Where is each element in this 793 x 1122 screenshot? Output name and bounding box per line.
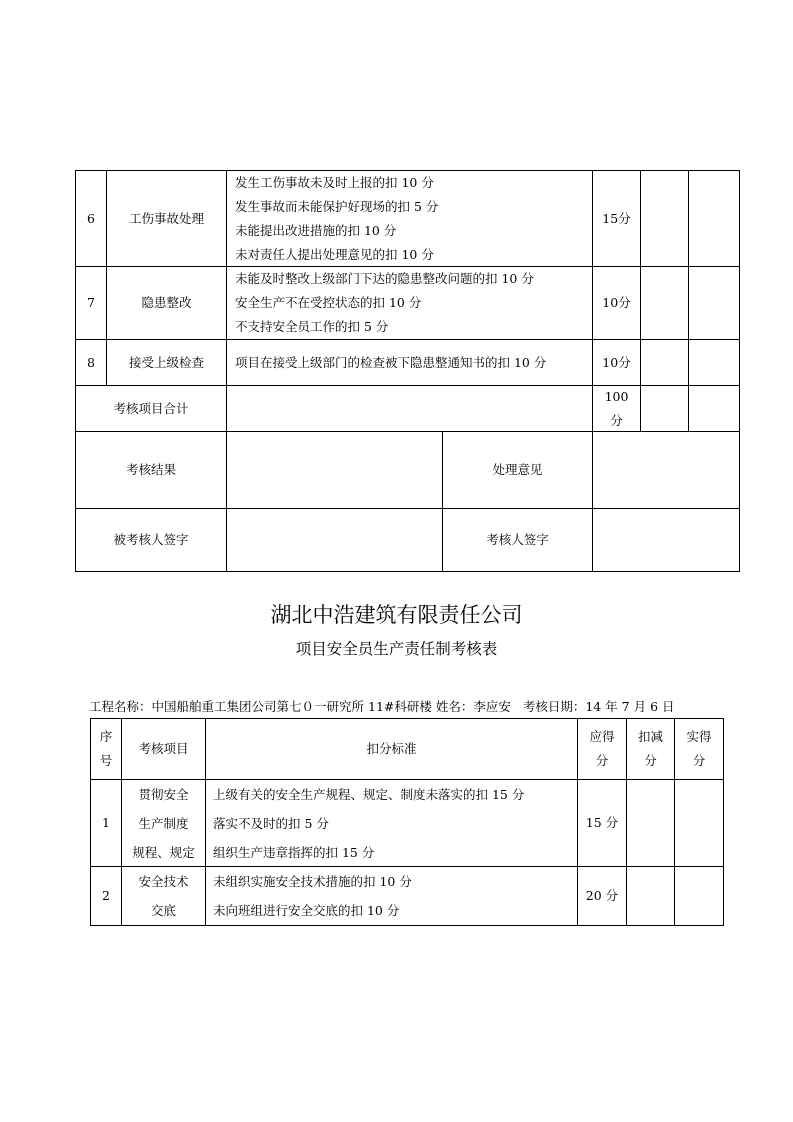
t1-total-criteria-field[interactable] xyxy=(226,385,593,432)
t1-row7-score: 10分 xyxy=(592,266,641,340)
t1-row7-item: 隐患整改 xyxy=(106,266,227,340)
criteria-line: 安全生产不在受控状态的扣 10 分 xyxy=(235,295,422,310)
t2-header-due xyxy=(577,718,627,780)
date-label: 考核日期： xyxy=(522,699,586,714)
t2-header-item: 考核项目 xyxy=(121,718,206,780)
t2-row2-score: 20 分 xyxy=(577,866,627,926)
t1-result-label: 考核结果 xyxy=(75,431,227,509)
t1-assessor-sign-field[interactable] xyxy=(592,508,740,572)
t1-row6-criteria xyxy=(226,170,593,267)
company-name: 湖北中浩建筑有限责任公司 xyxy=(270,603,523,627)
criteria-line: 发生事故而未能保护好现场的扣 5 分 xyxy=(235,198,439,214)
item-line: 交底 xyxy=(150,903,176,918)
t1-assessor-sign-label: 考核人签字 xyxy=(442,508,593,572)
t2-row1-score: 15 分 xyxy=(577,779,627,867)
item-line: 规程、规定 xyxy=(132,844,195,860)
criteria-line: 未向班组进行安全交底的扣 10 分 xyxy=(213,903,400,918)
name-label: 姓名： xyxy=(435,699,474,714)
t1-total-actual-field[interactable] xyxy=(688,385,740,432)
t2-row1-actual-field[interactable] xyxy=(674,779,724,867)
header-text: 分 xyxy=(595,753,609,768)
header-text: 分 xyxy=(644,753,657,768)
header-text: 应得 xyxy=(589,729,615,744)
t1-row8-actual-field[interactable] xyxy=(688,339,740,386)
t1-row8-deduct-field[interactable] xyxy=(640,339,689,386)
date-value: 14 年 7 月 6 日 xyxy=(585,699,675,714)
project-info-line xyxy=(89,697,675,715)
t2-header-actual xyxy=(674,718,724,780)
project-label: 工程名称： xyxy=(89,699,152,714)
t1-row7-no: 7 xyxy=(75,266,107,340)
criteria-line: 不支持安全员工作的扣 5 分 xyxy=(235,319,389,334)
total-score-value: 100 xyxy=(604,388,629,404)
t2-row1-criteria xyxy=(205,779,578,867)
t2-row1-deduct-field[interactable] xyxy=(626,779,675,867)
header-text: 分 xyxy=(692,753,706,768)
criteria-line: 项目在接受上级部门的检查被下隐患整通知书的扣 10 分 xyxy=(235,354,547,370)
t1-opinion-field[interactable] xyxy=(592,431,740,509)
t2-row2-deduct-field[interactable] xyxy=(626,866,675,926)
criteria-line: 未能及时整改上级部门下达的隐患整改问题的扣 10 分 xyxy=(235,271,534,286)
criteria-line: 落实不及时的扣 5 分 xyxy=(213,815,329,831)
criteria-line: 组织生产违章指挥的扣 15 分 xyxy=(213,844,375,860)
header-text: 实得 xyxy=(686,729,712,744)
criteria-line: 发生工伤事故未及时上报的扣 10 分 xyxy=(235,174,434,190)
criteria-line: 未能提出改进措施的扣 10 分 xyxy=(235,222,397,238)
t2-header-criteria: 扣分标准 xyxy=(205,718,578,780)
t1-row6-deduct-field[interactable] xyxy=(640,170,689,267)
t2-row2-actual-field[interactable] xyxy=(674,866,724,926)
t1-row8-criteria xyxy=(226,339,593,386)
t1-row7-criteria xyxy=(226,266,593,340)
t1-row6-actual-field[interactable] xyxy=(688,170,740,267)
t1-row8-item: 接受上级检查 xyxy=(106,339,227,386)
t1-row8-score: 10分 xyxy=(592,339,641,386)
total-score-unit: 分 xyxy=(610,412,623,428)
t1-row7-actual-field[interactable] xyxy=(688,266,740,340)
header-text: 序 xyxy=(99,729,113,744)
header-text: 号 xyxy=(99,753,113,768)
t1-row6-score: 15分 xyxy=(592,170,641,267)
t1-assessee-sign-label: 被考核人签字 xyxy=(75,508,227,572)
item-line: 生产制度 xyxy=(138,815,189,831)
header-text: 扣减 xyxy=(637,729,663,744)
criteria-line: 上级有关的安全生产规程、规定、制度未落实的扣 15 分 xyxy=(213,786,525,802)
t1-row6-item: 工伤事故处理 xyxy=(106,170,227,267)
t1-row6-no: 6 xyxy=(75,170,107,267)
t2-row2-criteria xyxy=(205,866,578,926)
item-line: 安全技术 xyxy=(138,874,189,889)
criteria-line: 未对责任人提出处理意见的扣 10 分 xyxy=(235,246,434,262)
t1-total-label: 考核项目合计 xyxy=(75,385,227,432)
t1-assessee-sign-field[interactable] xyxy=(226,508,443,572)
t2-header-no xyxy=(90,718,122,780)
form-title: 项目安全员生产责任制考核表 xyxy=(295,640,498,658)
name-value: 李应安 xyxy=(473,699,511,714)
t1-total-deduct-field[interactable] xyxy=(640,385,689,432)
t1-row8-no: 8 xyxy=(75,339,107,386)
t2-row1-no: 1 xyxy=(90,779,122,867)
t2-row1-item xyxy=(121,779,206,867)
t1-total-score xyxy=(592,385,641,432)
t2-header-deduct xyxy=(626,718,675,780)
t1-opinion-label: 处理意见 xyxy=(442,431,593,509)
t2-row2-no: 2 xyxy=(90,866,122,926)
t1-result-field[interactable] xyxy=(226,431,443,509)
t2-row2-item xyxy=(121,866,206,926)
t1-row7-deduct-field[interactable] xyxy=(640,266,689,340)
project-value: 中国船舶重工集团公司第七０一研究所 11#科研楼 xyxy=(151,699,432,714)
item-line: 贯彻安全 xyxy=(138,786,189,802)
criteria-line: 未组织实施安全技术措施的扣 10 分 xyxy=(213,874,412,889)
